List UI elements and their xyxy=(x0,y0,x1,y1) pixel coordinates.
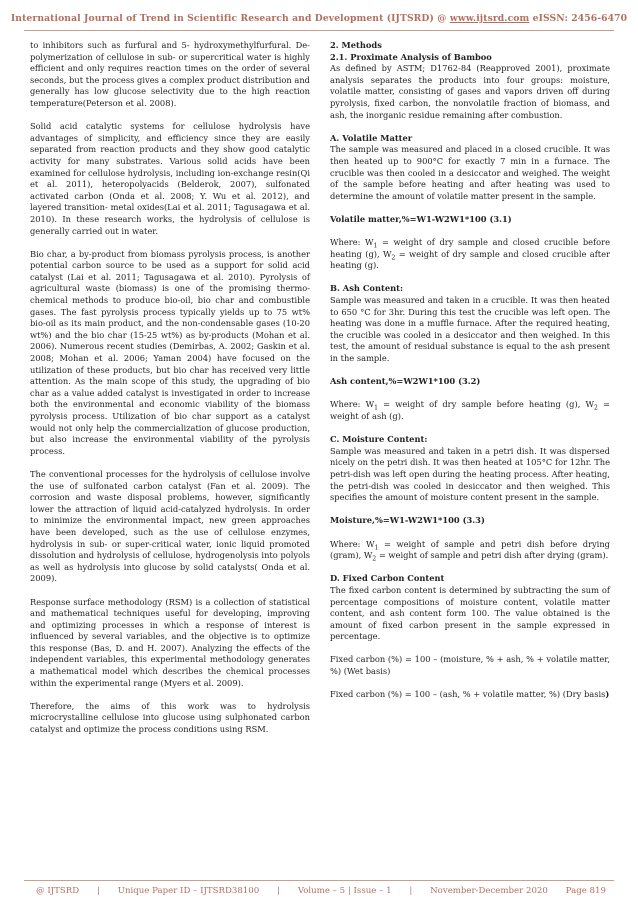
footer-divider xyxy=(24,880,614,881)
subsection-heading-volatile: A. Volatile Matter xyxy=(330,132,413,143)
header-divider xyxy=(24,30,614,31)
footer-journal-id: @ IJTSRD xyxy=(36,886,80,896)
paragraph: The fixed carbon content is determined by subtracting the sum of percentage compositions of moisture content, volatile matter content, and ash content form 100. The value obtained is the amount of fixed carbon present in the sample expressed in percentage. xyxy=(330,584,610,642)
equation-fixed-carbon-dry: Fixed carbon (%) = 100 – (ash, % + volatile matter, %) (Dry basis) xyxy=(330,689,610,700)
paragraph: to inhibitors such as furfural and 5- hydroxymethylfurfural. De-polymerization of cellulose in sub- or supercritical water is highly efficient and only requires reaction times on the order of several seconds, but the process gives a complex product distribution and generally has low glucose selectivity due to the high reaction temperature(Peterson et al. 2008). xyxy=(30,40,310,108)
paragraph: Therefore, the aims of this work was to hydrolysis microcrystalline cellulose into glucose using sulphonated carbon catalyst and optimize the process conditions using RSM. xyxy=(30,700,310,735)
subsection-heading-proximate: 2.1. Proximate Analysis of Bamboo xyxy=(330,51,492,62)
equation-fixed-carbon-wet: Fixed carbon (%) = 100 – (moisture, % + ash, % + volatile matter, %) (Wet basis) xyxy=(330,654,610,677)
subsection-heading-ash: B. Ash Content: xyxy=(330,283,404,294)
paragraph: Sample was measured and taken in a petri dish. It was dispersed nicely on the petri dish. It was then heated at 105°C for 12hr. The petri-dish was left open during the heating process. After heating, the petri-dish was cooled in desiccator and then weighed. This specifies the amount of moisture content present in the sample. xyxy=(330,445,610,503)
footer-separator: | xyxy=(96,886,100,896)
paragraph: Bio char, a by-product from biomass pyrolysis process, is another potential carbon source to be used as a support for solid acid catalyst (Lai et al. 2011; Tagusagawa et al. 2010). Pyrolysis of agricultural waste (biomass) is one of the promising thermo-chemical methods to produce bio-oil, bio char and combustible gases. The fast pyrolysis process typically yields up to 75 wt% bio-oil as its main product, and the non-condensable gases (10-20 wt%) and the bio char (15-25 wt%) as by-products (Mohan et al. 2006). Numerous recent studies (Demirbas, A. 2002; Gaskin et al. 2008; Mohan et al. 2006; Yaman 2004) have focused on the utilization of these products, but bio char has received very little attention. As the main scope of this study, the upgrading of bio char as a value added catalyst is investigated in order to increase both the environmental and economic viability of the biomass pyrolysis process. Utilization of bio char support as a catalyst would not only help the commercialization of glucose production, but also increase the environmental viability of the pyrolysis process. xyxy=(30,248,310,456)
journal-issn: eISSN: 2456-6470 xyxy=(529,13,628,24)
paragraph: As defined by ASTM; D1762-84 (Reapproved 2001), proximate analysis separates the products into four groups: moisture, volatile matter, consisting of gases and vapors driven off during pyrolysis, fixed carbon, the nonvolatile fraction of biomass, and ash, the inorganic residue remaining after combustion. xyxy=(330,63,610,120)
paragraph: The conventional processes for the hydrolysis of cellulose involve the use of sulfonated carbon catalyst (Fan et al. 2009). The corrosion and waste disposal problems, however, significantly lower the attraction of liquid acid-catalyzed hydrolysis. In order to minimize the environmental impact, new green approaches have been developed, such as the use of cellulose enzymes, hydrolysis in sub- or super-critical water, ionic liquid promoted dissolution and hydrolysis of cellulose, hydrogenolysis into polyols as well as hydrolysis into glucose by solid catalysts( Onda et al. 2009). xyxy=(30,468,310,584)
equation-where: Where: $W_1$ = weight of dry sample before heating (g), $W_2$ = weight of ash (g). xyxy=(330,399,610,421)
equation-3-3: Moisture,%=W1-W2W1*100 (3.3) xyxy=(330,515,485,526)
subsection-heading-moisture: C. Moisture Content: xyxy=(330,434,428,445)
section-heading-methods: 2. Methods xyxy=(330,40,382,50)
footer-page-number: Page 819 xyxy=(565,886,606,896)
footer-volume: Volume – 5 | Issue – 1 xyxy=(297,886,392,896)
journal-url-link[interactable]: www.ijtsrd.com xyxy=(449,13,530,24)
paragraph: Solid acid catalytic systems for cellulose hydrolysis have advantages of simplicity, and efficiency since they are easily separated from reaction products and they show good catalytic activity for many substrates. Various solid acids have been examined for cellulose hydrolysis, including ion-exchange resin(Qi et al. 2011), heteropolyacids (Belderok, 2007), sulfonated activated carbon (Onda et al. 2008; Y. Wu et al. 2012), and layered transition- metal oxides(Lai et al. 2011; Tagusagawa et al. 2010). In these research works, the hydrolysis of cellulose is generally carried out in water. xyxy=(30,121,310,236)
left-column xyxy=(30,40,310,747)
right-column xyxy=(330,40,610,712)
journal-header xyxy=(0,13,638,24)
equation-where: Where: $W_1$ = weight of sample and petri dish before drying (gram), $W_2$ = weight of sample and petri dish after drying (gram). xyxy=(330,538,610,563)
equation-3-1: Volatile matter,%=W1-W2W1*100 (3.1) xyxy=(330,213,512,224)
paragraph: Sample was measured and taken in a crucible. It was then heated to 650 °C for 3hr. During this test the crucible was left open. The heating was done in a muffle furnace. After the required heating, the crucible was cooled in a desiccator and then weighed. In this test, the amount of residual substance is equal to the ash present in the sample. xyxy=(330,295,610,364)
page-footer xyxy=(36,886,606,896)
equation-where: Where: $W_1$ = weight of dry sample and closed crucible before heating (g), $W_2$ = weight of dry sample and closed crucible after heating (g). xyxy=(330,237,610,271)
paragraph: Response surface methodology (RSM) is a collection of statistical and mathematical techniques useful for developing, improving and optimizing processes in which a response of interest is influenced by several variables, and the objective is to optimize this response (Bas, D. and H. 2007). Analyzing the effects of the independent variables, this experimental methodology generates a mathematical model which describes the chemical processes within the experimental range (Myers et al. 2009). xyxy=(30,596,310,688)
journal-title: International Journal of Trend in Scientific Research and Development (IJTSRD) @ xyxy=(10,13,450,24)
footer-date: November-December 2020 xyxy=(430,886,548,896)
footer-separator: | xyxy=(277,886,280,896)
paragraph: The sample was measured and placed in a closed crucible. It was then heated up to 900°C for exactly 7 min in a furnace. The crucible was then cooled in a desiccator and weighed. The weight of the sample before heating and after heating was used to determine the amount of volatile matter present in the sample. xyxy=(330,144,610,201)
equation-3-2: Ash content,%=W2W1*100 (3.2) xyxy=(330,376,481,387)
footer-separator: | xyxy=(409,886,413,896)
footer-paper-id: Unique Paper ID – IJTSRD38100 xyxy=(117,886,260,896)
subsection-heading-fixed-carbon: D. Fixed Carbon Content xyxy=(330,573,445,584)
